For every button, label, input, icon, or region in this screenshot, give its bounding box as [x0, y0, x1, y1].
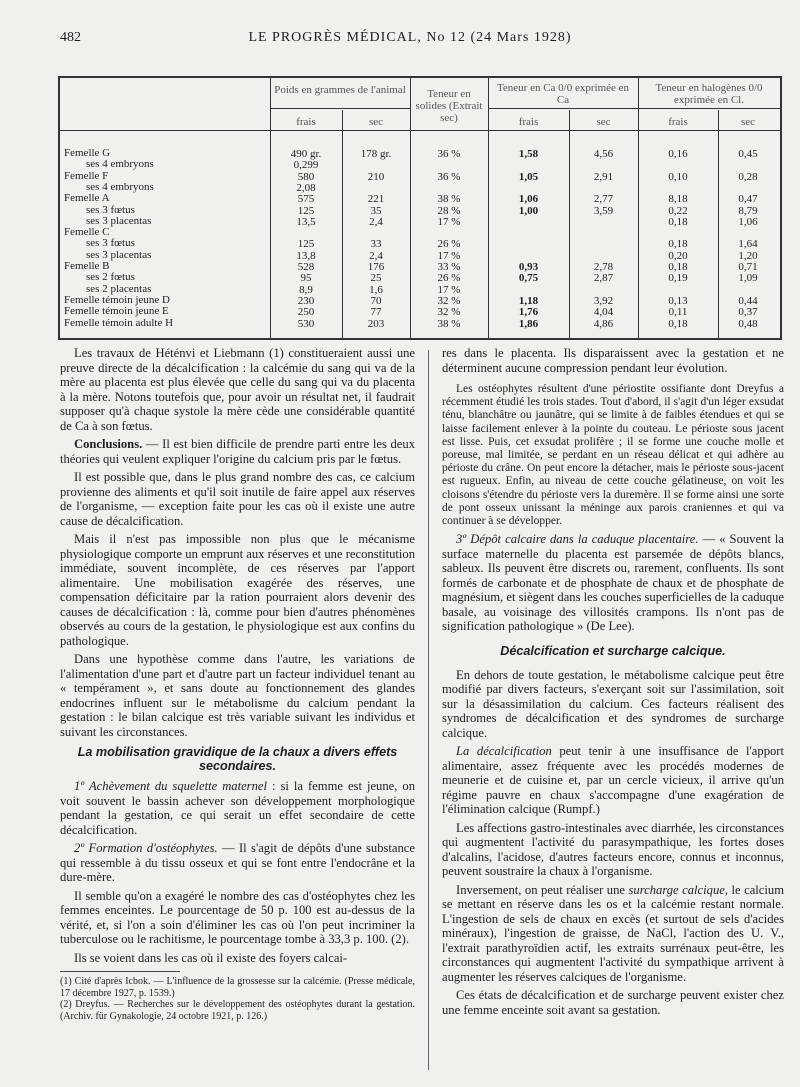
table-cell: 36 %	[437, 170, 461, 183]
table-row-label: Femelle témoin adulte H	[64, 316, 174, 329]
table-cell: 0,20	[668, 249, 688, 262]
table-row-label: ses 2 placentas	[86, 282, 152, 295]
table-cell: 0,93	[518, 261, 539, 273]
table-cell: 70	[370, 294, 382, 307]
header-poids: Poids en grammes de l'animal	[274, 84, 406, 96]
table-row-label: ses 3 fœtus	[86, 237, 135, 250]
table-cell: 8,79	[738, 204, 758, 217]
table-cell: 580	[297, 170, 315, 183]
table-cell: 4,56	[593, 148, 614, 160]
paragraph: Ces états de décalcification et de surcharge peuvent exister chez une femme enceinte soit avant sa gestation.	[442, 988, 784, 1017]
table-cell: 1,00	[518, 204, 539, 217]
paragraph: res dans le placenta. Ils disparaissent avec la gestation et ne déterminent aucune compression pendant leur évolution.	[442, 346, 784, 375]
table-cell: 125	[297, 204, 315, 217]
table-cell: 13,8	[296, 249, 316, 262]
table-cell: 490 gr.	[290, 148, 322, 160]
paragraph-text: , le calcium se mettant en réserve dans les os et la calcémie restant normale. L'ingestion de sels de chaux en excès (et surtout de sels d'acides minéraux), l'ingestion de graisse, de NaCl, l'action des U. V., l'extrait parathyroïdien actif, les extraits surrénaux peut-être, les circonstances qui augmentent l'activité du sympathique arrivent à augmenter les réserves calciques de l'organisme.	[442, 882, 784, 984]
table-row-label: Femelle témoin jeune E	[64, 305, 169, 318]
paragraph: En dehors de toute gestation, le métabolisme calcique peut être modifié par divers facteurs, s'exerçant soit sur l'assimilation, soit sur la désassimilation du calcium. Ces facteurs réalisent des syndromes de décalcification et des syndromes de surcharge calcique.	[442, 667, 784, 740]
section-heading: Décalcification et surcharge calcique.	[500, 643, 726, 658]
table-row-label: Femelle témoin jeune D	[64, 293, 170, 306]
table-cell: 38 %	[437, 317, 461, 330]
paragraph: Les affections gastro-intestinales avec diarrhée, les circonstances qui augmentent l'activité du parasympathique, les fortes doses d'alcalins, l'acidose, d'autres facteurs encore, connus et inconnus, peuvent soustraire la chaux à l'organisme.	[442, 820, 784, 879]
column-divider	[428, 350, 429, 1070]
table-cell: 178 gr.	[360, 148, 392, 160]
surcharge-label: surcharge calcique	[628, 882, 725, 897]
table-row-label: ses 3 placentas	[86, 248, 152, 261]
table-cell: 1,76	[518, 306, 539, 319]
table-cell: 77	[370, 306, 382, 319]
conclusions-text: — Il est bien difficile de prendre parti entre les deux théories qui veulent expliquer l'origine du calcium pris par le fœtus.	[60, 437, 415, 466]
table-cell: 0,37	[738, 306, 758, 319]
table-cell: 230	[297, 294, 315, 307]
table-cell: 25	[370, 272, 382, 285]
table-cell: 575	[297, 193, 315, 206]
table-cell: 3,92	[593, 294, 614, 307]
table-cell: 0,18	[668, 238, 688, 251]
table-cell: 0,16	[668, 148, 688, 160]
table-row-label: ses 3 fœtus	[86, 203, 135, 216]
table-cell: 2,4	[369, 249, 383, 262]
header-teneur-solides: Teneur en solides (Extrait sec)	[415, 88, 483, 124]
table-row-label: Femelle C	[64, 226, 110, 239]
table-cell: 1,86	[518, 317, 539, 330]
table-cell: 1,6	[369, 283, 383, 296]
table-cell: 0,75	[518, 272, 539, 285]
footnote: (2) Dreyfus. — Recherches sur le développement des ostéophytes durant la gestation. (Archiv. für Gynakologie, 24 octobre 1921, p. 126.)	[60, 999, 415, 1022]
table-cell: 26 %	[437, 238, 461, 251]
left-column	[60, 346, 415, 1022]
header-ca-sec: sec	[596, 116, 611, 128]
subsection-label: 1º Achèvement du squelette maternel	[74, 779, 267, 793]
table-cell: 2,77	[593, 193, 614, 206]
table-cell: 32 %	[437, 306, 461, 319]
table-cell: 2,78	[593, 261, 614, 273]
subsection-label: 2º Formation d'ostéophytes.	[74, 841, 218, 855]
table-cell: 0,48	[738, 317, 758, 330]
table-cell: 0,299	[293, 159, 319, 172]
table-cell: 38 %	[437, 193, 461, 206]
table-cell: 26 %	[437, 272, 461, 285]
table-cell: 2,08	[296, 181, 316, 194]
paragraph: Dans une hypothèse comme dans l'autre, les variations de l'alimentation d'une part et d'autre part un facteur individuel tenant au « tempérament », et sans doute au fonctionnement des glandes endocrines influent sur le métabolisme du calcium pendant la gestation : le bilan calcique est très variable suivant les individus et suivant les circonstances.	[60, 652, 415, 739]
table-cell: 250	[297, 306, 315, 319]
header-teneur-halogenes: Teneur en halogènes 0/0 exprimée en Cl.	[655, 82, 763, 106]
subsection-text: — « Souvent la surface maternelle du placenta est parsemée de dépôts blancs, sableux. Ils peuvent être discrets ou, rarement, confluents. Ils sont formés de carbonate et de phosphate de chaux et de phosphate de magnésium, et siègent dans les couches superficielles de la caduque basale, au voisinage des villosités crampons. Ils n'ont pas de signification pathologique » (De Lee).	[442, 532, 785, 634]
table-cell: 1,58	[518, 148, 539, 160]
header-ca-frais: frais	[518, 116, 539, 128]
decalcification-label: La décalcification	[456, 744, 552, 759]
table-row-label: Femelle F	[64, 169, 109, 182]
footnote: (1) Cité d'après Icbok. — L'influence de la grossesse sur la calcémie. (Presse médicale, 17 décembre 1927, p. 1539.)	[60, 976, 415, 999]
header-poids-frais: frais	[296, 116, 316, 128]
table-cell: 4,86	[593, 317, 614, 330]
conclusions-label: Conclusions.	[74, 437, 143, 451]
table-cell: 13,5	[296, 215, 316, 228]
table-cell: 17 %	[437, 283, 461, 296]
table-cell: 530	[297, 317, 315, 330]
table-cell: 1,18	[518, 294, 539, 307]
table-cell: 17 %	[437, 249, 461, 262]
table-cell: 0,18	[668, 215, 688, 228]
table-cell: 28 %	[437, 204, 461, 217]
table-cell: 33 %	[437, 261, 461, 273]
table-cell: 0,22	[668, 204, 688, 217]
table-cell: 32 %	[437, 294, 461, 307]
table-cell: 176	[367, 261, 385, 273]
table-cell: 3,59	[593, 204, 614, 217]
table-cell: 210	[367, 170, 385, 183]
table-cell: 2,91	[593, 170, 614, 183]
table-cell: 0,18	[668, 261, 688, 273]
table-cell: 0,19	[668, 272, 688, 285]
table-cell: 0,18	[668, 317, 688, 330]
table-row-label: ses 4 embryons	[86, 158, 154, 171]
header-poids-sec: sec	[368, 116, 384, 128]
table-cell: 0,28	[738, 170, 758, 183]
table-row-label: ses 3 placentas	[86, 214, 152, 227]
right-column	[442, 346, 784, 1021]
paragraph-text: Inversement, on peut réaliser une	[456, 882, 629, 897]
table-cell: 8,18	[668, 193, 688, 206]
table-cell: 0,10	[668, 170, 688, 183]
subsection-text: : si la femme est jeune, on voit souvent le bassin achever son développement morphologique pendant la gestation, ce qui serait un effet secondaire de cette décalcification.	[60, 779, 415, 837]
table-cell: 8,9	[299, 283, 313, 296]
table-row-label: ses 2 fœtus	[86, 271, 135, 284]
table-cell: 2,87	[593, 272, 614, 285]
paragraph: Il est possible que, dans le plus grand nombre des cas, ce calcium provienne des aliments et qu'il soit inutile de faire appel aux réserves de l'organisme, — exception faite pour les cas où il existe une autre cause de décalcification.	[60, 470, 415, 528]
page-header	[60, 30, 760, 50]
journal-title: LE PROGRÈS MÉDICAL, No 12 (24 Mars 1928)	[248, 30, 572, 45]
footnote-rule	[60, 971, 180, 972]
table-cell: 0,71	[738, 261, 758, 273]
table-cell: 0,47	[738, 193, 758, 206]
subsection-text: — Il s'agit de dépôts d'une substance qui ressemble à du tissu osseux et qui se font entre l'endocrâne et la dure-mère.	[60, 841, 415, 884]
paragraph: Il semble qu'on a exagéré le nombre des cas d'ostéophytes chez les femmes enceintes. Le pourcentage de 50 p. 100 est au-dessus de la vérité, et, si l'on a soin d'éliminer les cas où l'on peut incriminer la tuberculose ou le rachitisme, le pourcentage tombe à 33,3 p. 100. (2).	[60, 888, 415, 946]
header-teneur-ca: Teneur en Ca 0/0 exprimée en Ca	[496, 82, 630, 106]
section-heading: La mobilisation gravidique de la chaux a divers effets secondaires.	[77, 745, 398, 773]
table-cell: 125	[297, 238, 315, 251]
table-cell: 203	[367, 317, 385, 330]
table-cell: 528	[297, 261, 315, 273]
paragraph: Mais il n'est pas impossible non plus que le mécanisme physiologique comporte un emprunt aux réserves et une reconstitution immédiate, souvent incomplète, de ces réserves par l'apport alimentaire. Une mobilisation exagérée des réserves, une compensation déficitaire par la ration pourraient alors devenir des causes de décalcification : là, comme pour bien d'autres phénomènes observés au cours de la gestation, le physiologique est aux confins du pathologique.	[60, 532, 415, 648]
header-hal-sec: sec	[740, 116, 756, 128]
paragraph: Ils se voient dans les cas où il existe des foyers calcai-	[74, 950, 348, 965]
subsection-label: 3º Dépôt calcaire dans la caduque placentaire.	[456, 532, 699, 547]
table-cell: 4,04	[593, 306, 614, 319]
table-cell: 2,4	[369, 215, 383, 228]
data-table	[58, 76, 782, 340]
table-cell: 0,13	[668, 294, 688, 307]
table-row-label: Femelle G	[64, 147, 111, 159]
table-cell: 1,06	[738, 215, 758, 228]
table-row-label: Femelle A	[64, 192, 110, 205]
paragraph-text: peut tenir à une insuffisance de l'apport alimentaire, assez fréquente avec les procédés modernes de meunerie et de cuisine et, par un cercle vicieux, il arrive qu'un régime pauvre en chaux s'accompagne d'une exagération de l'élimination calcique (Rumpf.)	[442, 744, 784, 817]
table-cell: 221	[367, 193, 385, 206]
paragraph: Les ostéophytes résultent d'une périostite ossifiante dont Dreyfus a récemment étudié les trois stades. Tout d'abord, il s'agit d'un léger exsudat ténu, blanchâtre ou jaunâtre, qui se limite à de faibles étendues et qui se laisse facilement enlever à la pointe du couteau. Le périoste sous jacent est lisse. Puis, cet exsudat prolifère ; il se forme une couche molle et poreuse, mal limitée, se perdant en un réseau délicat et qui adhère au périoste du crâne. On peut encore la détacher, mais le périoste sous-jacent est rugueux. Enfin, au niveau de cette couche gélatineuse, on voit les cloisons s'étendre du périoste vers la duremère. Il se forme ainsi une sorte de pont osseux unissant la méninge aux parois craniennes et qui va continuer à se développer.	[442, 383, 784, 528]
paragraph: Les travaux de Héténvi et Liebmann (1) constituеraient aussi une preuve directe de la décalcification : la calcémie du sang qui va de la mère au placenta est plus élevée que celle du sang qui va du placenta à la mère. Notons toutefois que, pour avoir un résultat net, il faudrait supposer qu'à chaque systole la mère cède une considérable quantité de Ca à son fœtus.	[60, 346, 415, 433]
table-cell: 1,09	[738, 272, 758, 285]
table-cell: 1,05	[518, 170, 539, 183]
table-row-label: ses 4 embryons	[86, 180, 154, 193]
table-cell: 0,45	[738, 148, 758, 160]
header-hal-frais: frais	[668, 116, 688, 128]
table-cell: 36 %	[437, 148, 461, 160]
table-cell: 33	[370, 238, 382, 251]
table-cell: 95	[300, 272, 312, 285]
table-cell: 17 %	[437, 215, 461, 228]
table-row-label: Femelle B	[64, 260, 110, 272]
table-cell: 35	[370, 204, 382, 217]
table-cell: 1,20	[738, 249, 758, 262]
table-cell: 0,11	[668, 306, 688, 319]
table-cell: 0,44	[738, 294, 758, 307]
page-number: 482	[60, 30, 81, 45]
table-cell: 1,06	[518, 193, 539, 206]
table-cell: 1,64	[738, 238, 758, 251]
